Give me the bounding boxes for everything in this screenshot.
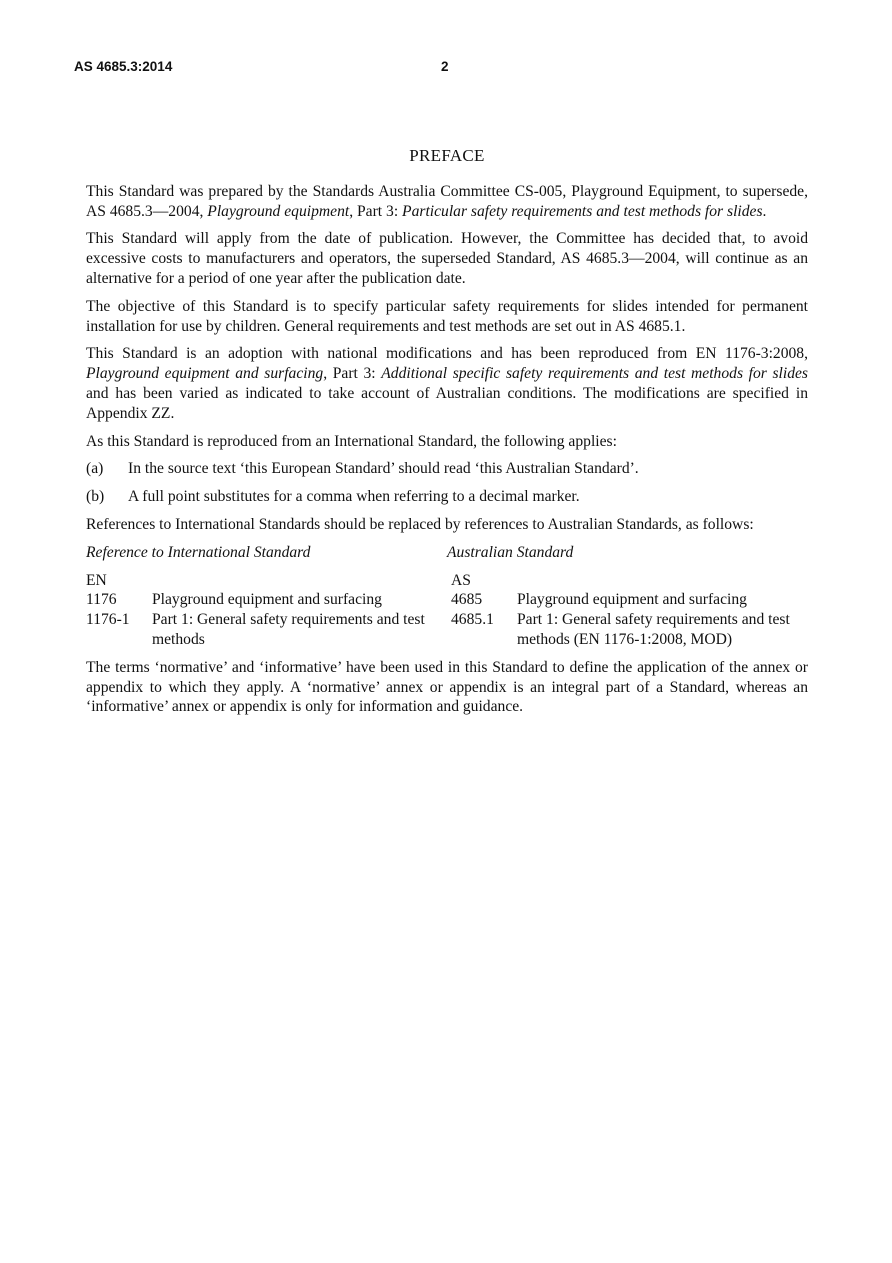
list-item xyxy=(86,459,808,479)
paragraph-normative-informative: The terms ‘normative’ and ‘informative’ have been used in this Standard to define the application of the annex or appendix to which they apply. A ‘normative’ annex or appendix is an integral part of a Standard, whereas an ‘informative’ annex or appendix is only for information and guidance. xyxy=(86,658,808,716)
document-id: AS 4685.3:2014 xyxy=(74,59,173,74)
paragraph-reproduced: As this Standard is reproduced from an International Standard, the following applies: xyxy=(86,432,617,450)
preface-section xyxy=(86,146,808,725)
australian-standard-header: Australian Standard xyxy=(447,543,574,561)
page-number: 2 xyxy=(441,59,449,74)
list-item-label: (a) xyxy=(86,460,104,478)
en-code: 1176-1 xyxy=(86,611,130,629)
list-item xyxy=(86,487,808,507)
en-code: 1176 xyxy=(86,591,117,609)
section-title: PREFACE xyxy=(409,146,485,165)
en-description: Playground equipment and surfacing xyxy=(152,591,382,609)
paragraph-committee: This Standard was prepared by the Standards Australia Committee CS-005, Playground Equipment, to supersede, AS 4685.3—2004, Playground equipment, Part 3: Particular safety requirements and test methods for slides. xyxy=(86,182,808,220)
reference-table xyxy=(86,571,808,650)
list-item-label: (b) xyxy=(86,488,105,506)
paragraph-references: References to International Standards should be replaced by references to Australian Standards, as follows: xyxy=(86,515,754,533)
international-standard-header: Reference to International Standard xyxy=(86,543,311,561)
as-description: Part 1: General safety requirements and test methods (EN 1176-1:2008, MOD) xyxy=(517,611,790,648)
list-item-text: In the source text ‘this European Standard’ should read ‘this Australian Standard’. xyxy=(128,460,639,478)
table-row xyxy=(86,571,808,591)
reference-table-header xyxy=(86,543,808,563)
paragraph-adoption: This Standard is an adoption with national modifications and has been reproduced from EN 1176-3:2008, Playground equipment and surfacing, Part 3: Additional specific safety requirements and test methods for slides and has been varied as indicated to take account of Australian conditions. The modifications are specified in Appendix ZZ. xyxy=(86,345,808,422)
paragraph-objective: The objective of this Standard is to specify particular safety requirements for slides intended for permanent installation for use by children. General requirements and test methods are set out in AS 4685.1. xyxy=(86,297,808,335)
list-item-text: A full point substitutes for a comma when referring to a decimal marker. xyxy=(128,488,580,506)
table-row xyxy=(86,610,808,650)
as-code: 4685.1 xyxy=(451,611,494,629)
paragraph-application: This Standard will apply from the date of publication. However, the Committee has decided that, to avoid excessive costs to manufacturers and operators, the superseded Standard, AS 4685.3—2004, will continue as an alternative for a period of one year after the publication date. xyxy=(86,230,808,287)
en-prefix: EN xyxy=(86,571,107,589)
as-code: 4685 xyxy=(451,591,483,609)
en-description: Part 1: General safety requirements and test methods xyxy=(152,611,425,648)
table-row xyxy=(86,590,808,610)
as-prefix: AS xyxy=(451,571,471,589)
as-description: Playground equipment and surfacing xyxy=(517,591,747,609)
